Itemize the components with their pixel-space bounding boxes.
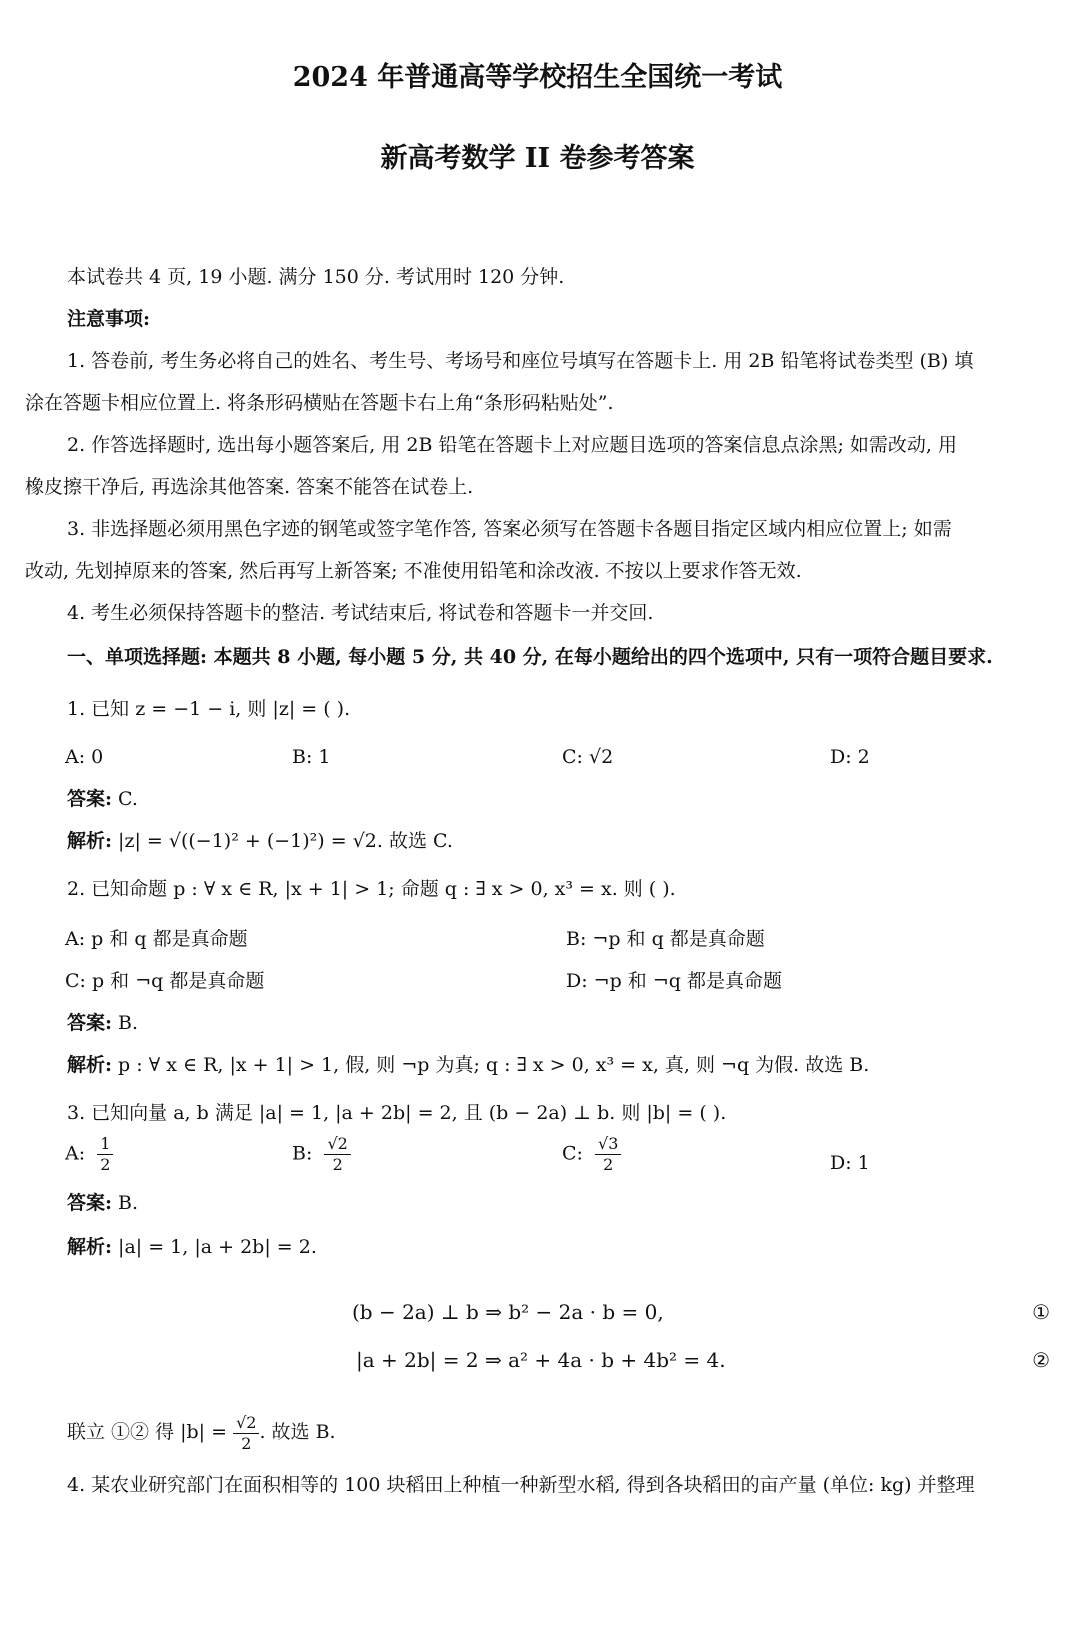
q1-stem: 1. 已知 z = −1 − i, 则 |z| = ( ). [67,698,351,720]
analysis-label: 解析: [67,830,113,852]
q1-analysis [67,828,453,854]
numerator: 1 [97,1134,113,1155]
denominator: 2 [332,1155,343,1174]
notes-heading: 注意事项: [67,308,151,330]
q2-option-d: D: ¬p 和 ¬q 都是真命题 [566,970,782,992]
fraction [324,1134,350,1175]
answer-label: 答案: [67,1012,113,1034]
q1-option-c: C: √2 [562,746,614,768]
q1-answer [67,786,138,812]
option-label: B: [292,1142,313,1165]
denominator: 2 [603,1155,614,1174]
note-1-line-1: 1. 答卷前, 考生务必将自己的姓名、考生号、考场号和座位号填写在答题卡上. 用 2B 铅笔将试卷类型 (B) 填 [67,350,974,372]
q3-analysis [67,1234,317,1260]
note-2-line-2: 橡皮擦干净后, 再选涂其他答案. 答案不能答在试卷上. [25,476,474,498]
analysis-text: |a| = 1, |a + 2b| = 2. [112,1236,317,1258]
analysis-text: p : ∀ x ∈ R, |x + 1| > 1, 假, 则 ¬p 为真; q : ∃ x > 0, x³ = x, 真, 则 ¬q 为假. 故选 B. [112,1054,870,1076]
exam-subtitle: 新高考数学 II 卷参考答案 [380,143,695,174]
note-4: 4. 考生必须保持答题卡的整洁. 考试结束后, 将试卷和答题卡一并交回. [67,602,654,624]
equation-2: |a + 2b| = 2 ⇒ a² + 4a · b + 4b² = 4. [356,1348,726,1372]
q2-option-a: A: p 和 q 都是真命题 [65,928,248,950]
conclusion-suffix: . 故选 B. [259,1421,336,1443]
fraction [97,1134,113,1175]
q4-stem: 4. 某农业研究部门在面积相等的 100 块稻田上种植一种新型水稻, 得到各块稻田的亩产量 (单位: kg) 并整理 [67,1474,975,1496]
option-label: A: [65,1142,86,1165]
option-label: C: [562,1142,583,1165]
fraction [233,1413,259,1454]
note-2-line-1: 2. 作答选择题时, 选出每小题答案后, 用 2B 铅笔在答题卡上对应题目选项的答案信息点涂黑; 如需改动, 用 [67,434,957,456]
fraction [595,1134,621,1175]
analysis-text: |z| = √((−1)² + (−1)²) = √2. 故选 C. [112,830,453,852]
answer-label: 答案: [67,788,113,810]
intro-text: 本试卷共 4 页, 19 小题. 满分 150 分. 考试用时 120 分钟. [67,266,565,288]
answer-label: 答案: [67,1192,113,1214]
q3-answer [67,1190,138,1216]
numerator: √3 [595,1134,621,1155]
q2-answer [67,1010,138,1036]
numerator: √2 [324,1134,350,1155]
q3-option-a [65,1134,113,1175]
q3-option-b [292,1134,351,1175]
q1-option-d: D: 2 [830,746,870,768]
section-1-heading: 一、单项选择题: 本题共 8 小题, 每小题 5 分, 共 40 分, 在每小题给出的四个选项中, 只有一项符合题目要求. [67,646,993,668]
denominator: 2 [100,1155,111,1174]
conclusion-prefix: 联立 ①② 得 |b| = [67,1421,228,1443]
q2-stem: 2. 已知命题 p : ∀ x ∈ R, |x + 1| > 1; 命题 q : ∃ x > 0, x³ = x. 则 ( ). [67,878,676,900]
analysis-label: 解析: [67,1054,113,1076]
exam-title: 2024 年普通高等学校招生全国统一考试 [292,62,783,93]
q2-option-c: C: p 和 ¬q 都是真命题 [65,970,265,992]
equation-2-tag: ② [1032,1348,1050,1372]
equation-1-tag: ① [1032,1300,1050,1324]
q1-option-b: B: 1 [292,746,331,768]
q1-option-a: A: 0 [65,746,104,768]
answer-value: B. [112,1012,139,1034]
numerator: √2 [233,1413,259,1434]
analysis-label: 解析: [67,1236,113,1258]
note-3-line-1: 3. 非选择题必须用黑色字迹的钢笔或签字笔作答, 答案必须写在答题卡各题目指定区域内相应位置上; 如需 [67,518,952,540]
equation-1: (b − 2a) ⊥ b ⇒ b² − 2a · b = 0, [352,1300,664,1324]
answer-value: C. [112,788,138,810]
q3-option-d: D: 1 [830,1152,870,1174]
note-3-line-2: 改动, 先划掉原来的答案, 然后再写上新答案; 不准使用铅笔和涂改液. 不按以上要求作答无效. [25,560,802,582]
q3-conclusion [67,1408,336,1456]
q2-option-b: B: ¬p 和 q 都是真命题 [566,928,765,950]
q2-analysis [67,1052,869,1078]
answer-value: B. [112,1192,139,1214]
note-1-line-2: 涂在答题卡相应位置上. 将条形码横贴在答题卡右上角“条形码粘贴处”. [25,392,614,414]
q3-stem: 3. 已知向量 a, b 满足 |a| = 1, |a + 2b| = 2, 且 (b − 2a) ⊥ b. 则 |b| = ( ). [67,1102,727,1124]
denominator: 2 [241,1433,252,1453]
q3-option-c [562,1134,621,1175]
